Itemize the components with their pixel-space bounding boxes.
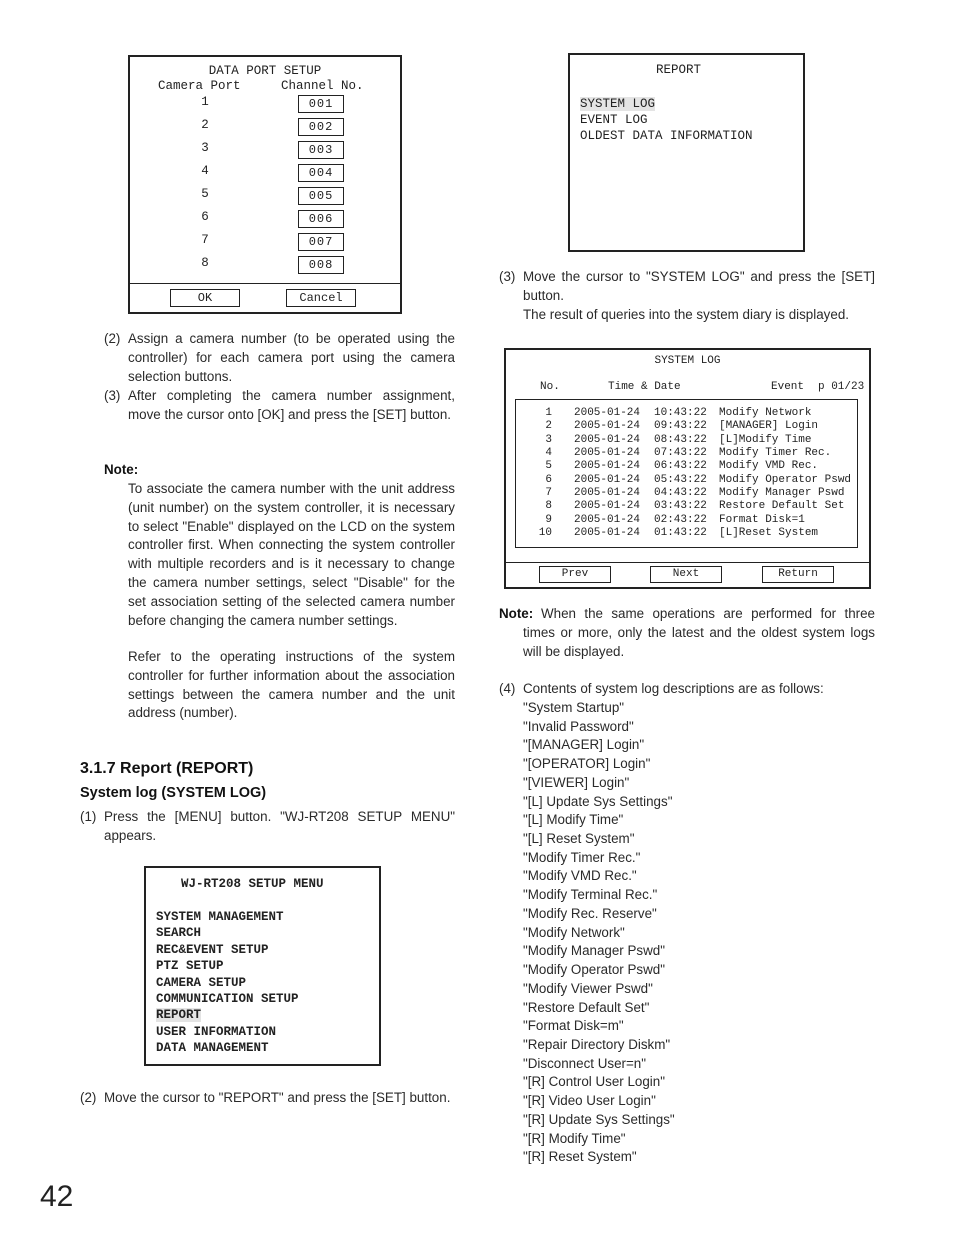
log-row[interactable] [516,407,857,420]
log-date: 2005-01-24 [574,527,641,540]
log-time: 07:43:22 [654,447,707,460]
camera-port-value: 8 [201,256,209,270]
channel-no-field[interactable]: 006 [298,210,344,228]
step-text: Move the cursor to "SYSTEM LOG" and press the [SET] button. [523,269,875,303]
camera-port-value: 6 [201,210,209,224]
system-log-footer [506,562,869,587]
report-menu-item-label: SYSTEM LOG [580,97,656,111]
log-no: 3 [545,433,552,446]
log-time: 08:43:22 [654,433,707,446]
menu-item[interactable] [156,1040,269,1056]
log-description-item: "Restore Default Set" [523,999,650,1015]
log-event: [L]Modify Time [719,433,812,446]
camera-port-value: 5 [201,187,209,201]
no-header: No. [540,381,560,393]
log-description-item: "[L] Modify Time" [523,812,624,828]
log-description-item: "[L] Reset System" [523,831,635,847]
log-time: 09:43:22 [654,420,707,433]
channel-no-field[interactable]: 007 [298,233,344,251]
menu-item[interactable] [156,1007,201,1023]
system-log-title: SYSTEM LOG [654,355,721,367]
data-port-row [130,187,400,207]
camera-port-value: 1 [201,95,209,109]
channel-no-field[interactable]: 003 [298,141,344,159]
report-menu-item[interactable] [580,96,655,112]
log-no: 7 [545,487,552,500]
log-row[interactable] [516,460,857,473]
log-description-item: "Repair Directory Diskm" [523,1036,671,1052]
camera-port-value: 7 [201,233,209,247]
log-list [515,399,858,548]
step-2-report [80,1089,455,1108]
log-event: Modify Network [719,407,812,419]
step-2-assign [104,330,455,386]
menu-item-label: USER INFORMATION [156,1024,277,1039]
log-event: Modify Operator Pswd [719,473,852,486]
log-description-item: "[L] Update Sys Settings" [523,793,673,809]
log-time: 03:43:22 [654,500,707,513]
log-date: 2005-01-24 [574,407,641,419]
ok-button[interactable]: OK [170,289,240,307]
data-port-row [130,118,400,138]
report-menu-item-label: OLDEST DATA INFORMATION [580,129,753,143]
page-indicator: p 01/23 [818,381,865,393]
log-description-item: "[R] Update Sys Settings" [523,1111,675,1127]
log-no: 2 [545,420,552,433]
log-description-item: "[R] Modify Time" [523,1130,626,1146]
log-description-item: "Modify Timer Rec." [523,849,641,865]
log-no: 10 [538,527,552,540]
log-description-item: "Modify Manager Pswd" [523,943,665,959]
log-no: 8 [545,500,552,513]
step-text: Assign a camera number (to be operated using the controller) for each camera port using the camera selection buttons. [128,331,455,384]
menu-item-label: DATA MANAGEMENT [156,1041,269,1056]
section-subheading: System log (SYSTEM LOG) [80,785,267,801]
data-port-setup-title: DATA PORT SETUP [208,64,322,78]
data-port-row [130,141,400,161]
log-date: 2005-01-24 [574,447,641,460]
step-number: (2) [80,1090,97,1105]
report-menu-title: REPORT [656,63,702,77]
step-number: (2) [104,331,121,346]
channel-no-field[interactable]: 002 [298,118,344,136]
menu-item-label: COMMUNICATION SETUP [156,992,299,1006]
note-label: Note: [499,606,534,621]
data-port-row [130,256,400,276]
log-description-item: "[R] Reset System" [523,1149,637,1165]
menu-item-label: CAMERA SETUP [156,975,247,990]
menu-item[interactable] [156,925,201,941]
log-description-item: "Format Disk=m" [523,1018,624,1034]
data-port-row [130,164,400,184]
menu-item-label: REC&EVENT SETUP [156,942,269,957]
time-date-header: Time & Date [608,381,681,393]
log-row[interactable] [516,474,857,487]
log-description-item: "Modify Viewer Pswd" [523,980,653,996]
log-row[interactable] [516,447,857,460]
menu-item[interactable] [156,1024,276,1040]
step-text: Contents of system log descriptions are as follows: [523,681,824,696]
log-event: [L]Reset System [719,527,819,540]
channel-no-field[interactable]: 004 [298,164,344,182]
return-button[interactable]: Return [762,566,834,583]
log-description-item: "Modify Rec. Reserve" [523,905,657,921]
log-date: 2005-01-24 [574,433,641,446]
menu-item[interactable] [156,991,299,1007]
log-row[interactable] [516,500,857,513]
log-time: 04:43:22 [654,487,707,500]
channel-no-field[interactable]: 008 [298,256,344,274]
channel-no-header: Channel No. [281,79,364,93]
log-no: 1 [545,407,552,419]
menu-item-label: SYSTEM MANAGEMENT [156,910,284,924]
log-date: 2005-01-24 [574,513,641,526]
log-time: 10:43:22 [654,407,707,419]
log-time: 06:43:22 [654,460,707,473]
log-event: Restore Default Set [719,500,845,513]
report-menu-item[interactable] [580,112,648,128]
data-port-setup-screen [128,55,402,314]
channel-no-field[interactable]: 005 [298,187,344,205]
event-header: Event [771,381,805,393]
log-event: Modify Manager Pswd [719,487,845,500]
note-text [499,605,875,661]
channel-no-field[interactable]: 001 [298,95,344,113]
note-paragraph-1: To associate the camera number with the unit address (unit number) on the system controller, it is necessary to select "Enable" displayed on the LCD on the system controller first. When connecting the system controller with multiple recorders and is it necessary to change the camera number settings, select "Disable" for the set association setting of the selected camera number before changing the camera number settings. [128,481,455,628]
next-button[interactable]: Next [650,566,722,583]
right-note [499,605,875,661]
menu-item[interactable] [156,958,224,974]
log-date: 2005-01-24 [574,473,641,486]
menu-item[interactable] [156,942,269,958]
log-time: 02:43:22 [654,513,707,526]
step-number: (4) [499,681,516,696]
note-text-content: When the same operations are performed for three times or more, only the latest and the oldest system logs will be displayed. [523,606,875,659]
log-event: Format Disk=1 [719,513,805,526]
step-text: Press the [MENU] button. "WJ-RT208 SETUP MENU" appears. [104,809,455,843]
menu-item[interactable] [156,909,284,925]
log-time: 05:43:22 [654,473,707,486]
menu-item-label: SEARCH [156,926,202,941]
data-port-setup-footer [130,283,400,312]
camera-port-value: 4 [201,164,209,178]
log-row[interactable] [516,514,857,527]
log-row[interactable] [516,434,857,447]
log-description-item: "[R] Control User Login" [523,1074,665,1090]
log-event: Modify Timer Rec. [719,447,832,460]
report-menu-item-label: EVENT LOG [580,113,648,127]
step-3-system-log [499,268,875,324]
log-description-item: "Modify Network" [523,924,625,940]
log-description-item: "[R] Video User Login" [523,1093,656,1109]
log-time: 01:43:22 [654,527,707,540]
log-description-item: "Disconnect User=n" [523,1055,647,1071]
log-description-item: "Modify Terminal Rec." [523,887,658,903]
log-row[interactable] [516,487,857,500]
camera-port-value: 2 [201,118,209,132]
log-date: 2005-01-24 [574,420,641,433]
step-1-menu [80,808,455,846]
log-description-item: "Modify Operator Pswd" [523,962,665,978]
log-description-item: "[OPERATOR] Login" [523,756,651,772]
data-port-row [130,210,400,230]
log-description-item: "[MANAGER] Login" [523,737,645,753]
log-row[interactable] [516,527,857,540]
log-date: 2005-01-24 [574,460,641,473]
report-menu-screen [568,53,805,252]
log-description-item: "Modify VMD Rec." [523,868,637,884]
menu-item-label: REPORT [156,1008,202,1023]
step-number: (3) [104,388,121,403]
log-event: [MANAGER] Login [719,420,819,433]
step-4-contents [499,680,875,699]
step-3-ok [104,387,455,425]
menu-item[interactable] [156,975,246,991]
log-date: 2005-01-24 [574,487,641,500]
step-subtext: The result of queries into the system diary is displayed. [523,306,849,322]
log-date: 2005-01-24 [574,500,641,513]
setup-menu-screen [144,866,381,1066]
note-label: Note: [104,462,139,477]
cancel-button[interactable]: Cancel [286,289,356,307]
setup-menu-title: WJ-RT208 SETUP MENU [181,877,324,891]
log-no: 4 [545,447,552,460]
prev-button[interactable]: Prev [539,566,611,583]
log-description-item: "[VIEWER] Login" [523,774,630,790]
log-event: Modify VMD Rec. [719,460,819,473]
data-port-row [130,233,400,253]
report-menu-item[interactable] [580,128,753,144]
camera-port-header: Camera Port [158,79,241,93]
log-description-item: "Invalid Password" [523,718,634,734]
section-heading: 3.1.7 Report (REPORT) [80,760,254,777]
step-text: After completing the camera number assignment, move the cursor onto [OK] and press the [SET] button. [128,388,455,422]
step-number: (3) [499,269,516,284]
step-text: Move the cursor to "REPORT" and press the [SET] button. [104,1090,451,1105]
log-row[interactable] [516,420,857,433]
menu-item-label: PTZ SETUP [156,959,224,974]
camera-port-value: 3 [201,141,209,155]
log-description-item: "System Startup" [523,700,625,715]
step-number: (1) [80,809,97,824]
log-no: 6 [545,473,552,486]
log-no: 9 [545,513,552,526]
system-log-screen [504,348,871,589]
log-no: 5 [545,460,552,473]
data-port-row [130,95,400,115]
note-paragraph-2: Refer to the operating instructions of the system controller for further information about the association settings between the camera number and the unit address (number). [128,649,455,721]
page-number: 42 [40,1180,74,1213]
